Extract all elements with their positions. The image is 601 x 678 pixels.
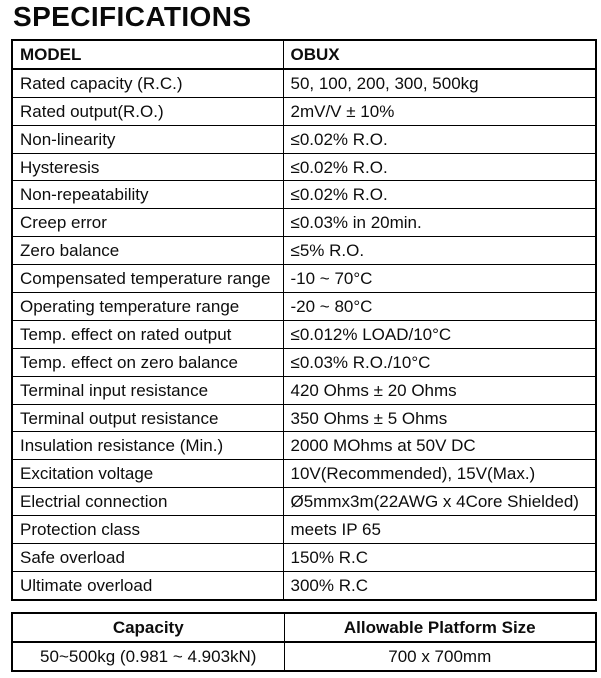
spec-row (12, 376, 596, 404)
capacity-header: Capacity (12, 613, 284, 642)
spec-value-cell: 350 Ohms ± 5 Ohms (283, 404, 596, 432)
spec-row (12, 153, 596, 181)
spec-value-cell: 2000 MOhms at 50V DC (283, 432, 596, 460)
capacity-data-row (12, 642, 596, 671)
spec-row (12, 348, 596, 376)
spec-label-cell: Compensated temperature range (12, 265, 283, 293)
spec-row (12, 516, 596, 544)
spec-label-cell: Operating temperature range (12, 293, 283, 321)
spec-row (12, 544, 596, 572)
spec-label-cell: Rated output(R.O.) (12, 97, 283, 125)
spec-label-cell: Terminal input resistance (12, 376, 283, 404)
capacity-table (11, 612, 597, 672)
spec-value-cell: 2mV/V ± 10% (283, 97, 596, 125)
platform-size-value-cell: 700 x 700mm (284, 642, 596, 671)
spec-value-cell: ≤5% R.O. (283, 237, 596, 265)
spec-value-cell: -20 ~ 80°C (283, 293, 596, 321)
spec-row (12, 209, 596, 237)
spec-row (12, 432, 596, 460)
spec-label-cell: Zero balance (12, 237, 283, 265)
capacity-header-row (12, 613, 596, 642)
spec-row (12, 460, 596, 488)
spec-value-cell: Ø5mmx3m(22AWG x 4Core Shielded) (283, 488, 596, 516)
spec-value-cell: ≤0.02% R.O. (283, 125, 596, 153)
spec-value-cell: ≤0.012% LOAD/10°C (283, 320, 596, 348)
spec-row (12, 237, 596, 265)
spec-row (12, 571, 596, 599)
spec-label-cell: Electrial connection (12, 488, 283, 516)
spec-label-cell: Non-repeatability (12, 181, 283, 209)
spec-value-cell: -10 ~ 70°C (283, 265, 596, 293)
spec-row (12, 293, 596, 321)
spec-value-cell: ≤0.02% R.O. (283, 181, 596, 209)
spec-value-cell: ≤0.03% R.O./10°C (283, 348, 596, 376)
spec-value-cell: meets IP 65 (283, 516, 596, 544)
spec-label-cell: Creep error (12, 209, 283, 237)
spec-row (12, 320, 596, 348)
platform-size-header: Allowable Platform Size (284, 613, 596, 642)
spec-value-cell: 10V(Recommended), 15V(Max.) (283, 460, 596, 488)
spec-value-cell: ≤0.02% R.O. (283, 153, 596, 181)
spec-label-cell: Insulation resistance (Min.) (12, 432, 283, 460)
page-title: SPECIFICATIONS (13, 1, 252, 32)
spec-value-cell: 150% R.C (283, 544, 596, 572)
spec-row (12, 69, 596, 97)
spec-header-model: MODEL (12, 40, 283, 69)
spec-label-cell: Ultimate overload (12, 571, 283, 599)
spec-row (12, 125, 596, 153)
spec-row (12, 488, 596, 516)
spec-value-cell: ≤0.03% in 20min. (283, 209, 596, 237)
spec-value-cell: 420 Ohms ± 20 Ohms (283, 376, 596, 404)
spec-label-cell: Excitation voltage (12, 460, 283, 488)
specifications-table (11, 39, 597, 601)
spec-label-cell: Hysteresis (12, 153, 283, 181)
spec-header-model-value: OBUX (283, 40, 596, 69)
spec-label-cell: Temp. effect on zero balance (12, 348, 283, 376)
spec-value-cell: 300% R.C (283, 571, 596, 599)
spec-row (12, 404, 596, 432)
spec-label-cell: Protection class (12, 516, 283, 544)
spec-header-row (12, 40, 596, 69)
spec-row (12, 265, 596, 293)
spec-label-cell: Non-linearity (12, 125, 283, 153)
spec-row (12, 97, 596, 125)
spec-label-cell: Temp. effect on rated output (12, 320, 283, 348)
spec-label-cell: Safe overload (12, 544, 283, 572)
spec-label-cell: Terminal output resistance (12, 404, 283, 432)
spec-row (12, 181, 596, 209)
spec-label-cell: Rated capacity (R.C.) (12, 69, 283, 97)
spec-value-cell: 50, 100, 200, 300, 500kg (283, 69, 596, 97)
capacity-value-cell: 50~500kg (0.981 ~ 4.903kN) (12, 642, 284, 671)
